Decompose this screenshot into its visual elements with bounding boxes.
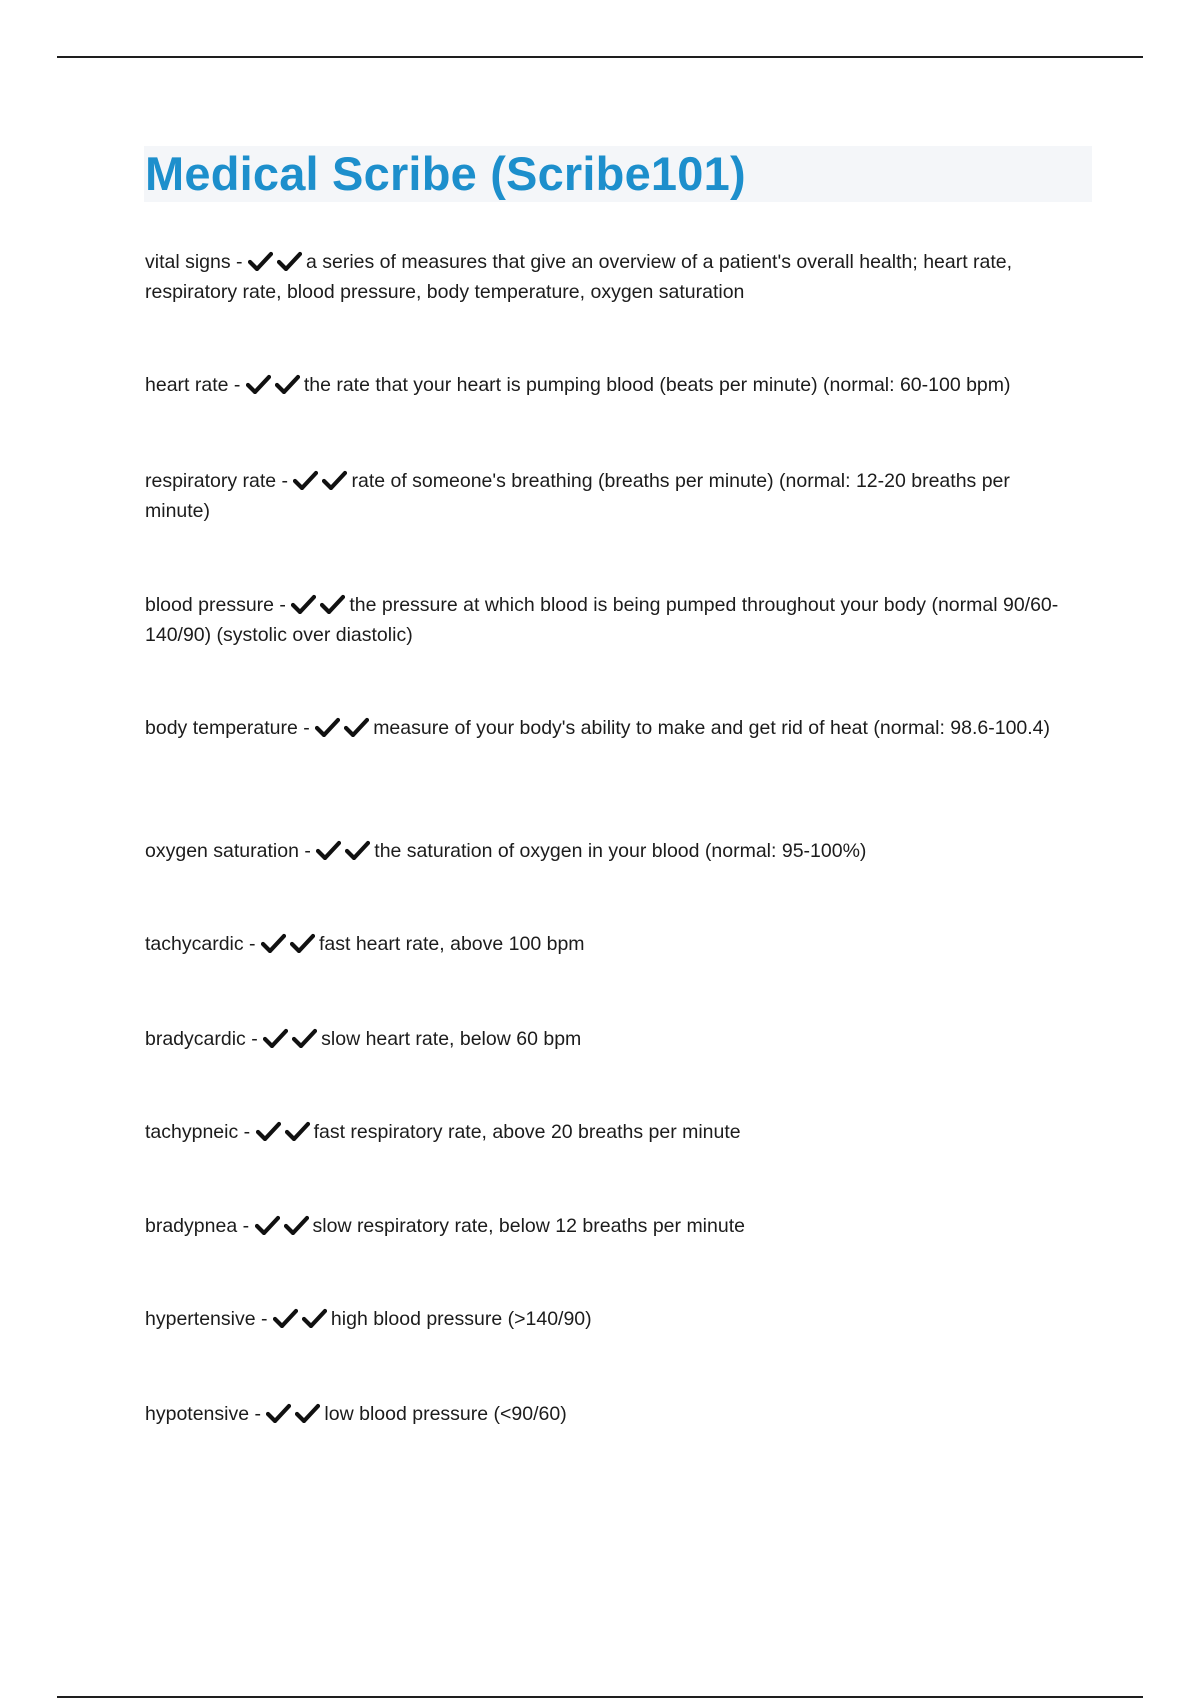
checkmark-icon	[273, 1308, 298, 1328]
checkmark-icon	[315, 717, 340, 737]
checkmark-icon	[285, 1121, 310, 1141]
entry-term: body temperature	[145, 717, 298, 739]
entry-separator: -	[249, 1403, 267, 1425]
checkmark-icon	[293, 470, 318, 490]
entry-definition: measure of your body's ability to make and get rid of heat (normal: 98.6-100.4)	[373, 717, 1051, 739]
definition-entry	[145, 1117, 1070, 1147]
entry-separator: -	[297, 717, 316, 739]
entry-separator: -	[237, 1215, 255, 1237]
checkmark-icon	[284, 1215, 309, 1235]
double-check-marks	[293, 470, 351, 492]
entry-term: hypertensive	[145, 1308, 256, 1330]
checkmark-icon	[320, 594, 345, 614]
checkmark-icon	[291, 594, 316, 614]
entry-separator: -	[230, 251, 248, 273]
definition-entry	[145, 1024, 1070, 1054]
page-title: Medical Scribe (Scribe101)	[145, 147, 746, 200]
top-rule	[57, 56, 1143, 58]
checkmark-icon	[266, 1403, 291, 1423]
entry-definition: slow respiratory rate, below 12 breaths per minute	[312, 1215, 745, 1237]
entry-definition: low blood pressure (<90/60)	[324, 1403, 567, 1425]
entry-definition: high blood pressure (>140/90)	[330, 1308, 592, 1330]
double-check-marks	[261, 933, 319, 955]
checkmark-icon	[277, 251, 302, 271]
definition-entry	[145, 929, 1070, 959]
entry-term: bradypnea	[145, 1215, 238, 1237]
entry-separator: -	[245, 1028, 264, 1050]
checkmark-icon	[322, 470, 347, 490]
entry-term: vital signs	[145, 251, 231, 273]
checkmark-icon	[263, 1028, 288, 1048]
entry-term: respiratory rate	[145, 470, 277, 492]
checkmark-icon	[261, 933, 286, 953]
checkmark-icon	[344, 717, 369, 737]
checkmark-icon	[290, 933, 315, 953]
double-check-marks	[315, 717, 373, 739]
entry-definition: slow heart rate, below 60 bpm	[321, 1028, 582, 1050]
entry-separator: -	[238, 1121, 256, 1143]
entry-definition: fast heart rate, above 100 bpm	[318, 933, 585, 955]
definition-entry	[145, 247, 1070, 307]
definition-entry	[145, 590, 1070, 650]
checkmark-icon	[246, 374, 271, 394]
entry-term: tachycardic	[145, 933, 244, 955]
entry-term: tachypneic	[145, 1121, 239, 1143]
double-check-marks	[255, 1215, 313, 1237]
entry-term: blood pressure	[145, 594, 274, 616]
definition-entry	[145, 466, 1070, 526]
checkmark-icon	[316, 840, 341, 860]
definition-entry	[145, 370, 1070, 400]
entry-term: heart rate	[145, 374, 229, 396]
checkmark-icon	[248, 251, 273, 271]
double-check-marks	[263, 1028, 321, 1050]
entry-separator: -	[228, 374, 246, 396]
entry-definition: rate of someone's breathing (breaths per minute) (normal: 12-20 breaths per minute)	[145, 470, 1010, 522]
double-check-marks	[316, 840, 374, 862]
double-check-marks	[246, 374, 304, 396]
entry-separator: -	[298, 840, 317, 862]
checkmark-icon	[255, 1215, 280, 1235]
entry-definition: the rate that your heart is pumping blood (beats per minute) (normal: 60-100 bpm)	[303, 374, 1011, 396]
checkmark-icon	[302, 1308, 327, 1328]
checkmark-icon	[295, 1403, 320, 1423]
entry-separator: -	[243, 933, 261, 955]
definition-entry	[145, 1211, 1070, 1241]
entry-definition: fast respiratory rate, above 20 breaths per minute	[313, 1121, 741, 1143]
entry-separator: -	[276, 470, 294, 492]
double-check-marks	[256, 1121, 314, 1143]
definition-entry	[145, 1304, 1070, 1334]
double-check-marks	[273, 1308, 331, 1330]
entry-term: hypotensive	[145, 1403, 250, 1425]
entry-definition: the saturation of oxygen in your blood (normal: 95-100%)	[374, 840, 867, 862]
definition-entry	[145, 836, 1070, 866]
definition-entry	[145, 713, 1070, 743]
checkmark-icon	[256, 1121, 281, 1141]
entry-term: bradycardic	[145, 1028, 246, 1050]
checkmark-icon	[345, 840, 370, 860]
checkmark-icon	[275, 374, 300, 394]
bottom-rule	[57, 1696, 1143, 1698]
double-check-marks	[248, 251, 306, 273]
entry-term: oxygen saturation	[145, 840, 299, 862]
definition-entry	[145, 1399, 1070, 1429]
entry-definition: a series of measures that give an overview of a patient's overall health; heart rate, respiratory rate, blood pressure, body temperature, oxygen saturation	[145, 251, 1013, 303]
checkmark-icon	[292, 1028, 317, 1048]
entry-separator: -	[274, 594, 292, 616]
double-check-marks	[291, 594, 349, 616]
entry-definition: the pressure at which blood is being pumped throughout your body (normal 90/60-140/90) (systolic over diastolic)	[145, 594, 1059, 646]
double-check-marks	[266, 1403, 324, 1425]
entry-separator: -	[255, 1308, 273, 1330]
